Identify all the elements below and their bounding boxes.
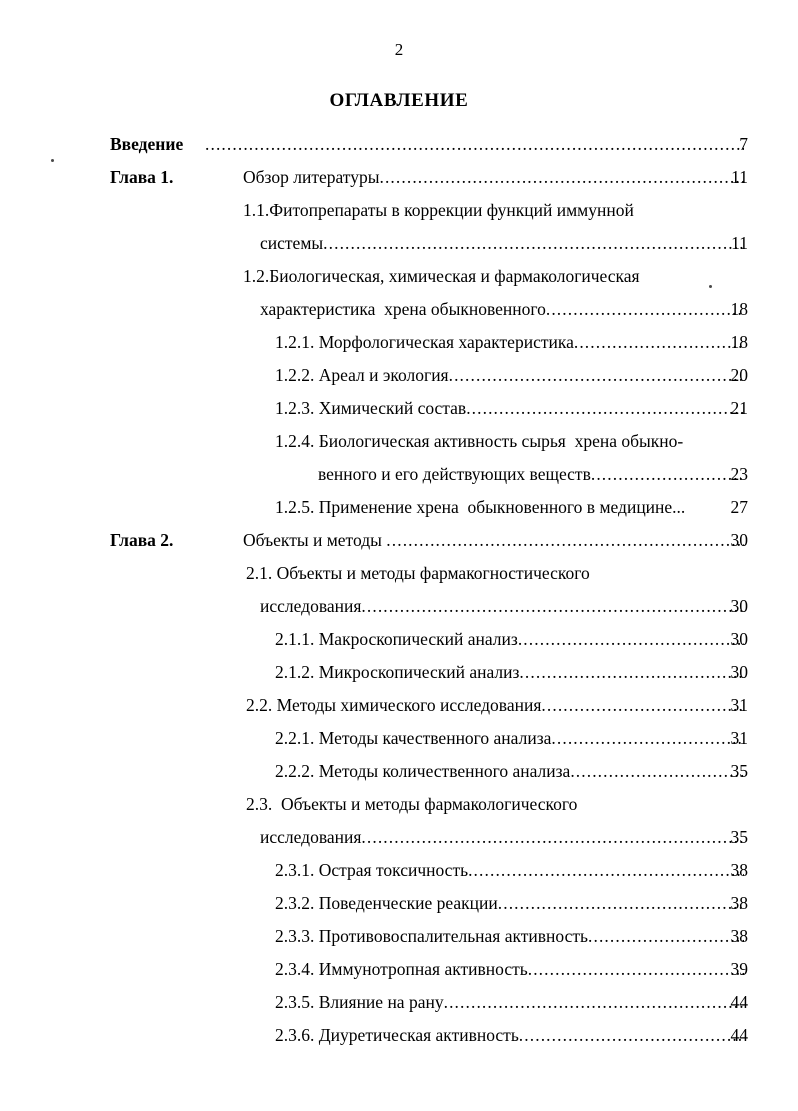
toc-entry-page-number: 18 bbox=[730, 299, 748, 319]
toc-entry-row[interactable] bbox=[0, 293, 798, 326]
toc-entry-title: 2.2. Методы химического исследования bbox=[246, 695, 542, 715]
toc-entry-row[interactable] bbox=[0, 227, 798, 260]
toc-leader-dots bbox=[498, 887, 744, 920]
toc-entry-row[interactable] bbox=[0, 458, 798, 491]
toc-entry-page-number: 38 bbox=[730, 860, 748, 880]
toc-entry-title: 1.2.3. Химический состав bbox=[275, 398, 467, 418]
toc-entry-body bbox=[260, 590, 746, 623]
toc-entry-row[interactable] bbox=[0, 887, 798, 920]
toc-entry-body bbox=[275, 326, 746, 359]
toc-entry-page-number: 11 bbox=[731, 233, 748, 253]
toc-leader-dots bbox=[444, 986, 744, 1019]
toc-leader-dots bbox=[449, 359, 744, 392]
scan-speck-left-margin bbox=[51, 159, 54, 162]
toc-entry-body bbox=[246, 788, 746, 821]
toc-entry-title: 2.3.2. Поведенческие реакции bbox=[275, 893, 498, 913]
toc-entry-body bbox=[275, 854, 746, 887]
toc-entry-row[interactable] bbox=[0, 788, 798, 821]
toc-leader-dots bbox=[386, 524, 744, 557]
toc-entry-title: 1.2.5. Применение хрена обыкновенного в медицине... bbox=[275, 497, 686, 517]
toc-entry-page-number: 44 bbox=[730, 992, 748, 1012]
toc-entry-page-number: 30 bbox=[730, 596, 748, 616]
toc-leader-dots bbox=[519, 656, 744, 689]
toc-entry-row[interactable] bbox=[0, 260, 798, 293]
toc-entry-body bbox=[246, 689, 746, 722]
toc-leader-dots bbox=[528, 953, 744, 986]
toc-entry-title: 1.2.1. Морфологическая характеристика bbox=[275, 332, 574, 352]
toc-entry-page-number: 31 bbox=[730, 695, 748, 715]
toc-entry-body bbox=[275, 920, 746, 953]
toc-entry-page-number: 38 bbox=[730, 893, 748, 913]
toc-leader-dots bbox=[519, 1019, 744, 1052]
toc-leader-dots bbox=[466, 392, 744, 425]
toc-entry-row[interactable] bbox=[0, 821, 798, 854]
toc-entry-title: 1.2.4. Биологическая активность сырья хрена обыкно- bbox=[275, 431, 684, 451]
toc-entry-body bbox=[243, 194, 746, 227]
toc-entry-row[interactable] bbox=[0, 920, 798, 953]
toc-entry-page-number: 39 bbox=[730, 959, 748, 979]
toc-entry-title: 2.1. Объекты и методы фармакогностического bbox=[246, 563, 590, 583]
toc-entry-row[interactable] bbox=[0, 194, 798, 227]
toc-entry-title: характеристика хрена обыкновенного bbox=[260, 299, 546, 319]
toc-entry-body bbox=[275, 887, 746, 920]
toc-entry-row[interactable] bbox=[0, 953, 798, 986]
toc-entry-page-number: 27 bbox=[730, 497, 748, 517]
toc-entry-page-number: 20 bbox=[730, 365, 748, 385]
toc-entry-title: исследования bbox=[260, 596, 362, 616]
toc-entry-row[interactable] bbox=[0, 491, 798, 524]
toc-entry-row[interactable] bbox=[0, 425, 798, 458]
toc-leader-dots bbox=[468, 854, 744, 887]
toc-entry-row[interactable] bbox=[0, 689, 798, 722]
toc-entry-body bbox=[275, 623, 746, 656]
toc-entry-title: 2.3.6. Диуретическая активность bbox=[275, 1025, 519, 1045]
toc-entry-row[interactable] bbox=[0, 128, 798, 161]
toc-entry-label: Глава 2. bbox=[110, 530, 174, 550]
toc-entry-row[interactable] bbox=[0, 854, 798, 887]
toc-entry-body bbox=[275, 656, 746, 689]
toc-entry-title: 2.3. Объекты и методы фармакологического bbox=[246, 794, 578, 814]
toc-entry-title: 1.2.Биологическая, химическая и фармакологическая bbox=[243, 266, 640, 286]
toc-leader-dots bbox=[361, 821, 744, 854]
toc-entry-title: 2.1.2. Микроскопический анализ bbox=[275, 662, 520, 682]
toc-entry-title: системы bbox=[260, 233, 324, 253]
toc-entry-body bbox=[275, 359, 746, 392]
toc-leader-dots bbox=[205, 128, 744, 161]
toc-entry-row[interactable] bbox=[0, 623, 798, 656]
toc-entry-page-number: 44 bbox=[730, 1025, 748, 1045]
toc-entry-page-number: 23 bbox=[730, 464, 748, 484]
toc-entry-body bbox=[275, 986, 746, 1019]
toc-entry-page-number: 35 bbox=[730, 827, 748, 847]
toc-entry-row[interactable] bbox=[0, 1019, 798, 1052]
toc-entry-body bbox=[275, 953, 746, 986]
toc-entry-page-number: 30 bbox=[730, 629, 748, 649]
toc-entry-row[interactable] bbox=[0, 161, 798, 194]
toc-entry-title: венного и его действующих веществ bbox=[318, 464, 591, 484]
toc-entry-title: 2.3.1. Острая токсичность bbox=[275, 860, 469, 880]
toc-entry-page-number: 38 bbox=[730, 926, 748, 946]
toc-entry-row[interactable] bbox=[0, 755, 798, 788]
toc-entry-body bbox=[275, 491, 746, 524]
toc-entry-body bbox=[275, 392, 746, 425]
toc-leader-dots bbox=[379, 161, 744, 194]
toc-entry-body bbox=[246, 557, 746, 590]
toc-entry-row[interactable] bbox=[0, 524, 798, 557]
toc-entry-label: Глава 1. bbox=[110, 167, 174, 187]
toc-entry-page-number: 18 bbox=[730, 332, 748, 352]
toc-entry-body bbox=[260, 227, 746, 260]
toc-entry-row[interactable] bbox=[0, 986, 798, 1019]
toc-leader-dots bbox=[323, 227, 744, 260]
toc-entry-body bbox=[243, 524, 746, 557]
toc-entry-title: 2.3.5. Влияние на рану bbox=[275, 992, 444, 1012]
page-number-folio: 2 bbox=[394, 40, 404, 59]
toc-entry-title: исследования bbox=[260, 827, 362, 847]
toc-entry-body bbox=[275, 425, 746, 458]
toc-entry-page-number: 35 bbox=[730, 761, 748, 781]
toc-entry-page-number: 30 bbox=[730, 662, 748, 682]
toc-entry-body bbox=[260, 293, 746, 326]
toc-entry-page-number: 21 bbox=[730, 398, 748, 418]
toc-entry-body bbox=[275, 755, 746, 788]
toc-entry-row[interactable] bbox=[0, 656, 798, 689]
toc-leader-dots bbox=[518, 623, 744, 656]
toc-entry-body bbox=[275, 722, 746, 755]
toc-entry-title: 2.2.1. Методы качественного анализа bbox=[275, 728, 552, 748]
toc-entry-label: Введение bbox=[110, 134, 184, 154]
toc-entry-body bbox=[243, 161, 746, 194]
toc-entry-page-number: 7 bbox=[739, 134, 748, 154]
toc-entry-title: 1.1.Фитопрепараты в коррекции функций иммунной bbox=[243, 200, 634, 220]
toc-entry-row[interactable] bbox=[0, 392, 798, 425]
page-title: ОГЛАВЛЕНИЕ bbox=[329, 90, 469, 111]
toc-entry-page-number: 31 bbox=[730, 728, 748, 748]
toc-entry-title: 2.2.2. Методы количественного анализа bbox=[275, 761, 571, 781]
toc-entry-row[interactable] bbox=[0, 326, 798, 359]
toc-entry-row[interactable] bbox=[0, 590, 798, 623]
toc-entry-title: 2.1.1. Макроскопический анализ bbox=[275, 629, 518, 649]
toc-entry-body bbox=[205, 128, 746, 161]
toc-entry-title: 1.2.2. Ареал и экология bbox=[275, 365, 449, 385]
toc-entry-body bbox=[260, 821, 746, 854]
toc-entry-title: Обзор литературы bbox=[243, 167, 380, 187]
toc-entry-row[interactable] bbox=[0, 359, 798, 392]
toc-entry-body bbox=[243, 260, 746, 293]
toc-leader-dots bbox=[361, 590, 744, 623]
toc-entry-body bbox=[275, 1019, 746, 1052]
toc-entry-row[interactable] bbox=[0, 722, 798, 755]
toc-entry-title: 2.3.3. Противовоспалительная активность bbox=[275, 926, 588, 946]
toc-entry-title: Объекты и методы bbox=[243, 530, 387, 550]
toc-entry-title: 2.3.4. Иммунотропная активность bbox=[275, 959, 528, 979]
toc-entry-page-number: 30 bbox=[730, 530, 748, 550]
table-of-contents bbox=[0, 128, 798, 1052]
toc-entry-body bbox=[318, 458, 746, 491]
toc-entry-row[interactable] bbox=[0, 557, 798, 590]
toc-entry-page-number: 11 bbox=[731, 167, 748, 187]
scan-speck-near-page-18 bbox=[709, 285, 712, 288]
